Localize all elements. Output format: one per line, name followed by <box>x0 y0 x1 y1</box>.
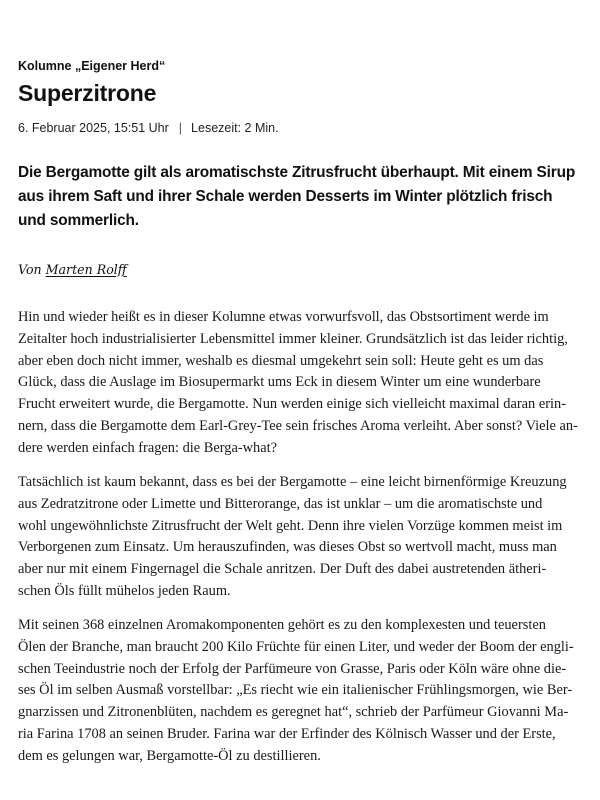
paragraph-line: Mit seinen 368 einzelnen Aromakomponenten gehört es zu den komplexesten und teuersten <box>18 617 546 633</box>
meta-separator: | <box>178 121 183 135</box>
paragraph-line: aber nur mit einem Fingernagel die Schale anritzen. Der Duft des dabei austretenden ätheri- <box>18 561 547 578</box>
paragraph-line: Tatsächlich ist kaum bekannt, dass es bei der Bergamotte – eine leicht birnenförmige Kreuzung <box>18 474 567 490</box>
paragraph-line: aber eben doch nicht immer, weshalb es diesmal umgekehrt sein soll: Heute geht es um das <box>18 352 544 369</box>
body-paragraph <box>18 307 584 460</box>
reading-time: Lesezeit: 2 Min. <box>191 121 279 135</box>
publish-date: 6. Februar 2025, 15:51 Uhr <box>18 121 169 135</box>
paragraph-line: schen Öls füllt mühelos jeden Raum. <box>18 582 231 599</box>
paragraph-line: Ölen der Branche, man braucht 200 Kilo Früchte für einen Liter, und weder der Boom der engli- <box>18 638 574 655</box>
byline <box>18 260 127 280</box>
paragraph-line: nern, dass die Bergamotte dem Earl-Grey-Tee sein frisches Aroma verleiht. Aber sonst? Viele an- <box>18 417 578 434</box>
paragraph-line: gnarzissen und Zitronenblüten, nachdem es geregnet hat“, schrieb der Parfümeur Giovanni Ma- <box>18 704 569 721</box>
author-link[interactable]: Marten Rolff <box>45 262 127 277</box>
article-meta <box>18 120 279 136</box>
paragraph-line: Frucht erweitert wurde, die Bergamotte. Nun werden einige sich vielleicht maximal daran erin- <box>18 396 566 413</box>
paragraph-line: Hin und wieder heißt es in dieser Kolumne etwas vorwurfsvoll, das Obstsortiment werde im <box>18 309 549 325</box>
paragraph-line: dere werden einfach fragen: die Berga-what? <box>18 439 278 456</box>
paragraph-line: Zeitalter hoch industrialisierter Lebensmittel immer kleiner. Grundsätzlich ist das leider richtig, <box>18 330 568 347</box>
paragraph-line: ses Öl im selben Ausmaß vorstellbar: „Es riecht wie ein italienischer Frühlingsmorgen, wie Ber- <box>18 682 573 699</box>
paragraph-line: Verborgenen zum Einsatz. Um herauszufinden, was dieses Obst so wertvoll macht, muss man <box>18 539 557 556</box>
paragraph-line: dem es gelungen war, Bergamotte-Öl zu destillieren. <box>18 747 321 764</box>
body-paragraph <box>18 472 584 603</box>
paragraph-line: wohl ungewöhnlichste Zitrusfrucht der Welt geht. Denn ihre vielen Vorzüge kommen meist im <box>18 517 563 534</box>
paragraph-line: aus Zedratzitrone oder Limette und Bitterorange, das ist unklar – um die aromatischste und <box>18 495 543 512</box>
byline-prefix: Von <box>18 262 42 277</box>
paragraph-line: schen Teeindustrie noch der Erfolg der Parfümeure von Grasse, Paris oder Köln wäre ohne die- <box>18 660 567 677</box>
article-headline: Superzitrone <box>18 80 157 106</box>
paragraph-line: ria Farina 1708 an seinen Bruder. Farina war der Erfinder des Kölnisch Wasser und der Erste, <box>18 725 556 742</box>
article-lead: Die Bergamotte gilt als aromatischste Zitrusfrucht überhaupt. Mit einem Sirup aus ihrem Saft und ihrer Schale werden Desserts im Winter plötzlich frisch und sommerlich. <box>18 164 576 229</box>
column-kicker: Kolumne „Eigener Herd“ <box>18 59 166 73</box>
body-paragraph <box>18 615 584 768</box>
paragraph-line: Glück, dass die Auslage im Biosupermarkt ums Eck in diesem Winter um eine wunderbare <box>18 374 541 391</box>
